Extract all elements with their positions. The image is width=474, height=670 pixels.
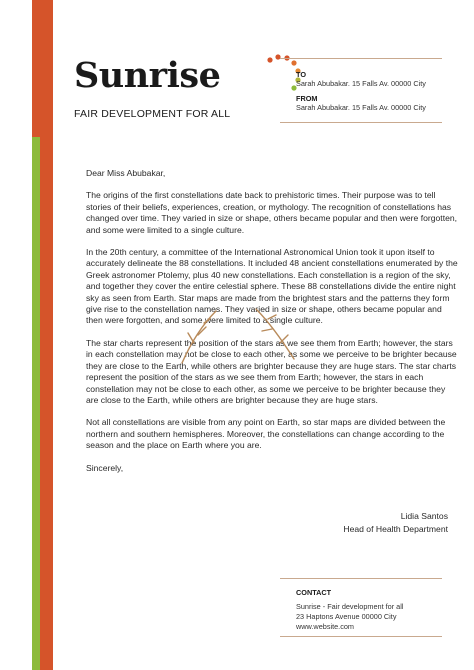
contact-line-2: 23 Haptons Avenue 00000 City (296, 612, 397, 621)
signer-title: Head of Health Department (343, 524, 448, 534)
brand-tagline: FAIR DEVELOPMENT FOR ALL (74, 108, 231, 120)
paragraph-2: In the 20th century, a committee of the International Astronomical Union took it upon itself to accurately delineate the 88 constellations. It included 48 ancient constellations enumerated by the Greek astronomer Ptolemy, plus 40 new constellations. Each constellation is a region of the sky, and together they cover the entire celestial sphere. These 88 constellations divide the entire night sky as seen from Earth. Star maps are made from the brightest stars and the patterns they form give rise to the constellation names. They varied in size or shape, others became popular and then were forgotten, and some were limited to a single culture. (86, 247, 458, 326)
contact-website[interactable]: www.website.com (296, 622, 354, 631)
salutation: Dear Miss Abubakar, (86, 168, 166, 178)
closing: Sincerely, (86, 462, 124, 473)
to-label: TO (296, 70, 307, 79)
from-label: FROM (296, 94, 318, 103)
logo (74, 55, 221, 96)
paragraph-3: The star charts represent the position of the stars as we see them from Earth; however, the stars in each constellation may not be close to each other, as some we perceive to be brighter because they are close to the Earth, while others are brighter because they are huge stars. The star charts represent the position of the stars as we see them from Earth; however, the stars in each constellation may not be close to each other, as some we perceive to be brighter because they are close to the Earth, while others are brighter because they are huge stars. (86, 337, 457, 405)
contact-bottom-divider (280, 636, 442, 637)
from-block (296, 94, 426, 113)
letter-body (86, 168, 458, 485)
left-accent-bar-green (32, 137, 40, 670)
contact-block (296, 588, 403, 632)
paragraph-4: Not all constellations are visible from any point on Earth, so star maps are divided between the northern and southern hemispheres. Moreover, the constellations can change according to the season and the place on Earth where you are. (86, 417, 446, 451)
to-block (296, 70, 426, 89)
contact-top-divider (280, 578, 442, 579)
header-divider (280, 58, 442, 59)
to-address: Sarah Abubakar. 15 Falls Av. 00000 City (296, 79, 426, 89)
paragraph-1: The origins of the first constellations date back to prehistoric times. Their purpose was to tell stories of their beliefs, experiences, creation, or mythology. The recognition of constellations has changed over time. They varied in size or shape, others became popular and then were forgotten, and some were limited to a single culture. (86, 190, 458, 235)
signer-name: Lidia Santos (400, 511, 448, 521)
from-address: Sarah Abubakar. 15 Falls Av. 00000 City (296, 103, 426, 113)
contact-line-1: Sunrise - Fair development for all (296, 602, 404, 611)
logo-wordmark: Sunrise (74, 55, 221, 96)
signature-block (343, 510, 448, 536)
header-bottom-divider (280, 122, 442, 123)
contact-label: CONTACT (296, 588, 332, 597)
